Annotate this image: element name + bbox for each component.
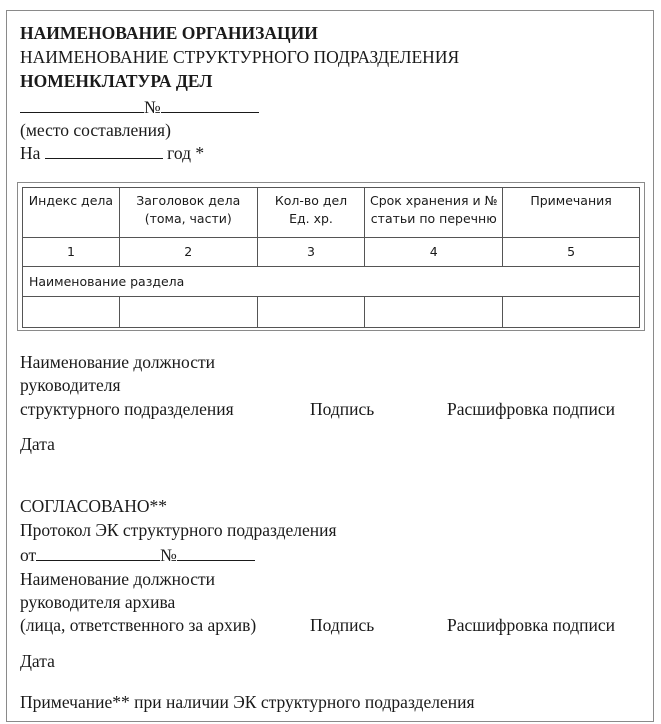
doc-title: НОМЕНКЛАТУРА ДЕЛ (20, 71, 213, 91)
number-sign: № (160, 545, 177, 565)
table-cell (365, 297, 503, 328)
nomenclature-table (22, 187, 640, 328)
table-cell (257, 297, 365, 328)
table-row (23, 297, 640, 328)
blank-year-field (45, 143, 163, 159)
unit-name: НАИМЕНОВАНИЕ СТРУКТУРНОГО ПОДРАЗДЕЛЕНИЯ (20, 47, 460, 67)
signature-label: Подпись (310, 399, 375, 419)
year-prefix: На (20, 143, 41, 163)
archive-position-line3: (лица, ответственного за архив) (20, 615, 257, 635)
column-header: Примечания (503, 188, 640, 238)
date-label: Дата (20, 434, 55, 454)
head-position-line1: Наименование должности (20, 352, 215, 372)
year-suffix: год * (167, 143, 205, 163)
table-cell (23, 297, 120, 328)
column-number: 3 (257, 238, 365, 267)
table-section-row (23, 267, 640, 297)
column-header: Кол-во дел Ед. хр. (257, 188, 365, 238)
column-header: Срок хранения и № статьи по перечню (365, 188, 503, 238)
head-position-line3: структурного подразделения (20, 399, 234, 419)
column-header: Заголовок дела (тома, части) (119, 188, 257, 238)
from-prefix: от (20, 545, 37, 565)
number-line (20, 97, 259, 117)
archive-position-line2: руководителя архива (20, 592, 176, 612)
table-header-row (23, 188, 640, 238)
blank-date-field (20, 97, 144, 113)
org-name: НАИМЕНОВАНИЕ ОРГАНИЗАЦИИ (20, 23, 318, 43)
blank-number-field (161, 97, 259, 113)
column-number: 4 (365, 238, 503, 267)
archive-signature-decode-label: Расшифровка подписи (447, 615, 615, 635)
blank-protocol-number (177, 545, 255, 561)
archive-date-label: Дата (20, 651, 55, 671)
number-sign: № (144, 97, 161, 117)
footnote: Примечание** при наличии ЭК структурного подразделения (20, 692, 475, 712)
signature-decode-label: Расшифровка подписи (447, 399, 615, 419)
place-label: (место составления) (20, 120, 171, 140)
protocol-date-line (20, 545, 255, 565)
column-number: 5 (503, 238, 640, 267)
year-line (20, 143, 204, 163)
column-number: 2 (119, 238, 257, 267)
archive-position-line1: Наименование должности (20, 569, 215, 589)
table-number-row (23, 238, 640, 267)
section-label: Наименование раздела (23, 267, 640, 297)
table-cell (119, 297, 257, 328)
column-number: 1 (23, 238, 120, 267)
head-position-line2: руководителя (20, 375, 121, 395)
archive-signature-label: Подпись (310, 615, 375, 635)
protocol-label: Протокол ЭК структурного подразделения (20, 520, 337, 540)
table-cell (503, 297, 640, 328)
agreed-heading: СОГЛАСОВАНО** (20, 496, 168, 516)
column-header: Индекс дела (23, 188, 120, 238)
blank-protocol-date (36, 545, 160, 561)
nomenclature-table-frame (17, 182, 645, 331)
